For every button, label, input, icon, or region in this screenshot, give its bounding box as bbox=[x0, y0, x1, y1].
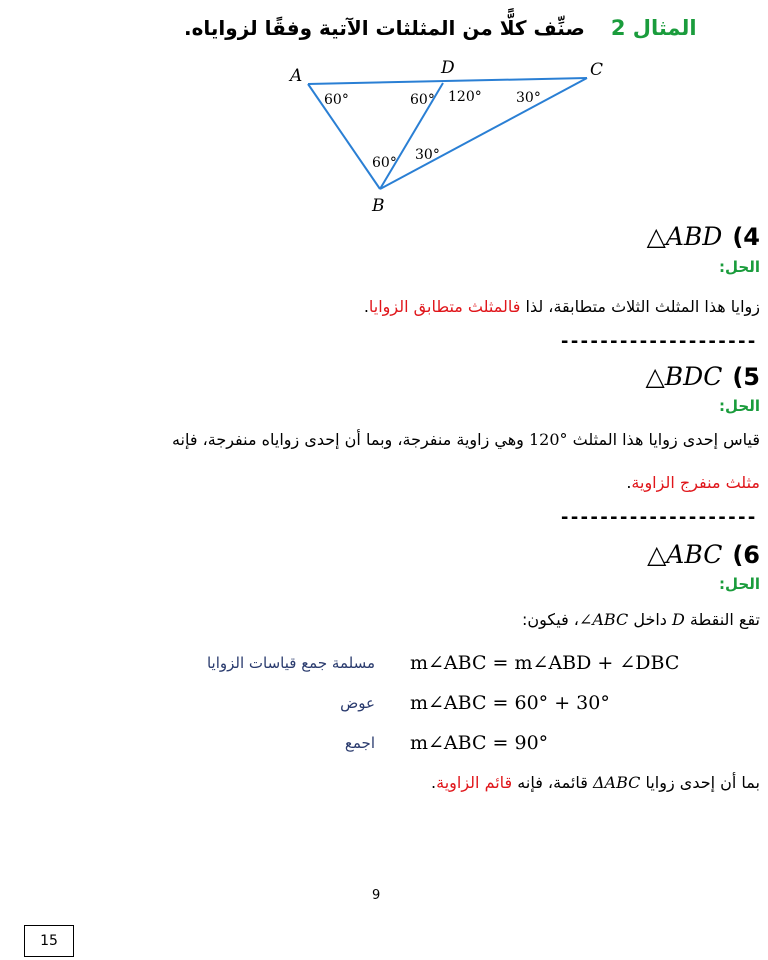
part5-line1-a: قياس إحدى زوايا هذا المثلث bbox=[567, 430, 760, 449]
part4-number-value: 4 bbox=[743, 223, 760, 251]
part5-triangle: △BDC bbox=[645, 362, 723, 391]
part6-intro-b: داخل bbox=[628, 610, 672, 629]
point-A-label: A bbox=[290, 66, 303, 86]
equation-row bbox=[100, 732, 740, 762]
example-instruction: صنِّف كلًّا من المثلثات الآتية وفقًا لزواياه. bbox=[184, 16, 585, 40]
equation-note: عوض bbox=[340, 694, 375, 712]
equation-math: m∠ABC = 60° + 30° bbox=[410, 692, 610, 714]
part6-triangle: △ABC bbox=[647, 540, 723, 569]
part5-number-value: 5 bbox=[743, 363, 760, 391]
angle-ADC-label: 120° bbox=[448, 89, 482, 105]
part4-heading bbox=[647, 222, 760, 251]
angle-A-label: 60° bbox=[324, 92, 349, 108]
part6-conclusion-a: بما أن إحدى زوايا bbox=[640, 773, 760, 792]
part4-end: . bbox=[363, 297, 369, 316]
part5-highlight: مثلث منفرج الزاوية bbox=[631, 473, 760, 492]
point-C-label: C bbox=[590, 60, 604, 80]
equation-math: m∠ABC = m∠ABD + ∠DBC bbox=[410, 652, 680, 674]
example-label: المثال 2 bbox=[610, 16, 697, 40]
part6-solution-label: الحل: bbox=[719, 575, 760, 593]
page-number: 9 bbox=[372, 888, 381, 903]
part6-heading bbox=[647, 540, 760, 569]
part4-triangle: △ABD bbox=[646, 222, 723, 251]
part6-intro-a: تقع النقطة bbox=[684, 610, 760, 629]
equation-row bbox=[100, 652, 740, 682]
part6-number: (6 bbox=[732, 541, 760, 569]
part6-conclusion-triangle: ΔABC bbox=[592, 773, 641, 792]
part6-intro-c: ، فيكون: bbox=[522, 610, 579, 629]
point-B-label: B bbox=[372, 196, 385, 215]
equation-note: اجمع bbox=[344, 734, 375, 752]
part5-heading bbox=[646, 362, 760, 391]
equation-row bbox=[100, 692, 740, 722]
part5-line1-b: وهي زاوية منفرجة، وبما أن إحدى زواياه منفرجة، فإنه bbox=[171, 430, 529, 449]
part4-number: (4 bbox=[732, 223, 760, 251]
angle-DBC-label: 30° bbox=[415, 147, 440, 163]
part4-solution-label: الحل: bbox=[719, 258, 760, 276]
triangle-figure bbox=[280, 55, 620, 215]
angle-ABD-label: 60° bbox=[372, 155, 397, 171]
separator-1: -------------------- bbox=[559, 331, 756, 352]
separator-2: -------------------- bbox=[559, 507, 756, 528]
part5-line2 bbox=[626, 473, 760, 492]
page-box-number: 15 bbox=[24, 925, 74, 957]
part4-text-main: زوايا هذا المثلث الثلاث متطابقة، لذا bbox=[520, 297, 760, 316]
angle-C-label: 30° bbox=[516, 90, 541, 106]
part6-intro bbox=[522, 610, 760, 629]
equation-note: مسلمة جمع قياسات الزوايا bbox=[206, 654, 375, 672]
part6-intro-point: D bbox=[671, 610, 685, 629]
side-AC bbox=[308, 78, 587, 84]
part6-conclusion-b: قائمة، فإنه bbox=[512, 773, 593, 792]
angle-ADB-label: 60° bbox=[410, 92, 435, 108]
equation-math: m∠ABC = 90° bbox=[410, 732, 549, 754]
part5-line1 bbox=[172, 430, 760, 449]
part5-end: . bbox=[626, 473, 632, 492]
part6-highlight: قائم الزاوية bbox=[436, 773, 513, 792]
part6-conclusion bbox=[431, 773, 760, 792]
part5-solution-label: الحل: bbox=[719, 397, 760, 415]
part6-number-value: 6 bbox=[743, 541, 760, 569]
part4-highlight: فالمثلث متطابق الزوايا bbox=[368, 297, 521, 316]
part4-text bbox=[364, 297, 760, 316]
point-D-label: D bbox=[441, 58, 455, 78]
part6-intro-angle: ∠ABC bbox=[578, 610, 629, 629]
part5-number: (5 bbox=[732, 363, 760, 391]
part6-end: . bbox=[431, 773, 437, 792]
part5-angle-value: 120° bbox=[528, 430, 568, 449]
example-header bbox=[184, 8, 744, 48]
